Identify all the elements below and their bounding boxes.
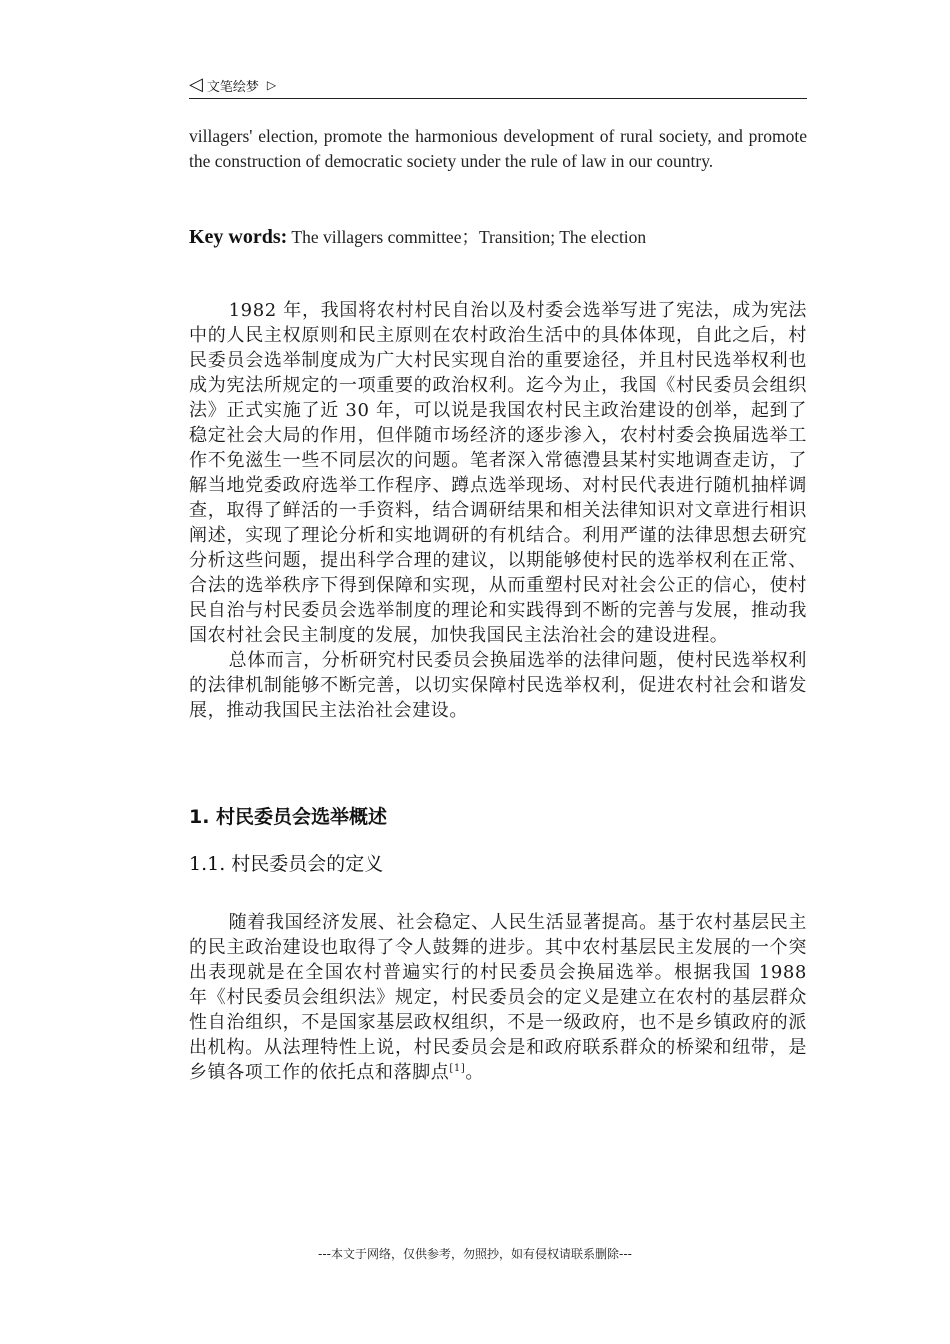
footer-notice: ---本文于网络，仅供参考，勿照抄，如有侵权请联系删除--- <box>318 1247 632 1261</box>
definition-paragraph <box>189 910 807 1085</box>
section-1-1-heading: 1.1. 村民委员会的定义 <box>189 853 384 875</box>
header-title: 文笔绘梦 <box>206 79 259 95</box>
keywords-line <box>189 224 807 249</box>
definition-section <box>189 910 807 1085</box>
page-header <box>189 72 807 99</box>
abstract-continuation: villagers' election, promote the harmonious development of rural society, and promote the construction of democratic society under the rule of law in our country. <box>189 126 807 171</box>
definition-text: 随着我国经济发展、社会稳定、人民生活显著提高。基于农村基层民主的民主政治建设也取得了令人鼓舞的进步。其中农村基层民主发展的一个突出表现就是在全国农村普遍实行的村民委员会换届选举。根据我国 1988 年《村民委员会组织法》规定，村民委员会的定义是建立在农村的基层群众性自治组织，不是国家基层政权组织，不是一级政府，也不是乡镇政府的派出机构。从法理特性上说，村民委员会是和政府联系群众的桥梁和纽带，是乡镇各项工作的依托点和落脚点 <box>189 912 807 1083</box>
section-1-heading: 1. 村民委员会选举概述 <box>189 806 388 828</box>
keywords-text: The villagers committee；Transition; The election <box>287 227 647 247</box>
citation-ref[interactable]: [1] <box>449 1063 466 1074</box>
intro-paragraph-2: 总体而言，分析研究村民委员会换届选举的法律问题，使村民选举权利的法律机制能够不断完善，以切实保障村民选举权利，促进农村社会和谐发展，推动我国民主法治社会建设。 <box>189 650 807 721</box>
intro-section <box>189 298 807 723</box>
intro-paragraph-1: 1982 年，我国将农村村民自治以及村委会选举写进了宪法，成为宪法中的人民主权原则和民主原则在农村政治生活中的具体体现，自此之后，村民委员会选举制度成为广大村民实现自治的重要途径，并且村民选举权利也成为宪法所规定的一项重要的政治权利。迄今为止，我国《村民委员会组织法》正式实施了近 30 年，可以说是我国农村民主政治建设的创举，起到了稳定社会大局的作用，但伴随市场经济的逐步渗入，农村村委会换届选举工作不免滋生一些不同层次的问题。笔者深入常德澧县某村实地调查走访，了解当地党委政府选举工作程序、蹲点选举现场、对村民代表进行随机抽样调查，取得了鲜活的一手资料，结合调研结果和相关法律知识对文章进行相识阐述，实现了理论分析和实地调研的有机结合。利用严谨的法律思想去研究分析这些问题，提出科学合理的建议，以期能够使村民的选举权利在正常、合法的选举秩序下得到保障和实现，从而重塑村民对社会公正的信心，使村民自治与村民委员会选举制度的理论和实践得到不断的完善与发展，推动我国农村社会民主制度的发展，加快我国民主法治社会的建设进程。 <box>189 300 807 646</box>
definition-end: 。 <box>465 1062 484 1083</box>
keywords-label: Key words: <box>189 226 288 248</box>
right-triangle-icon: ▷ <box>266 78 277 92</box>
left-triangle-icon: ◁ <box>189 74 203 95</box>
